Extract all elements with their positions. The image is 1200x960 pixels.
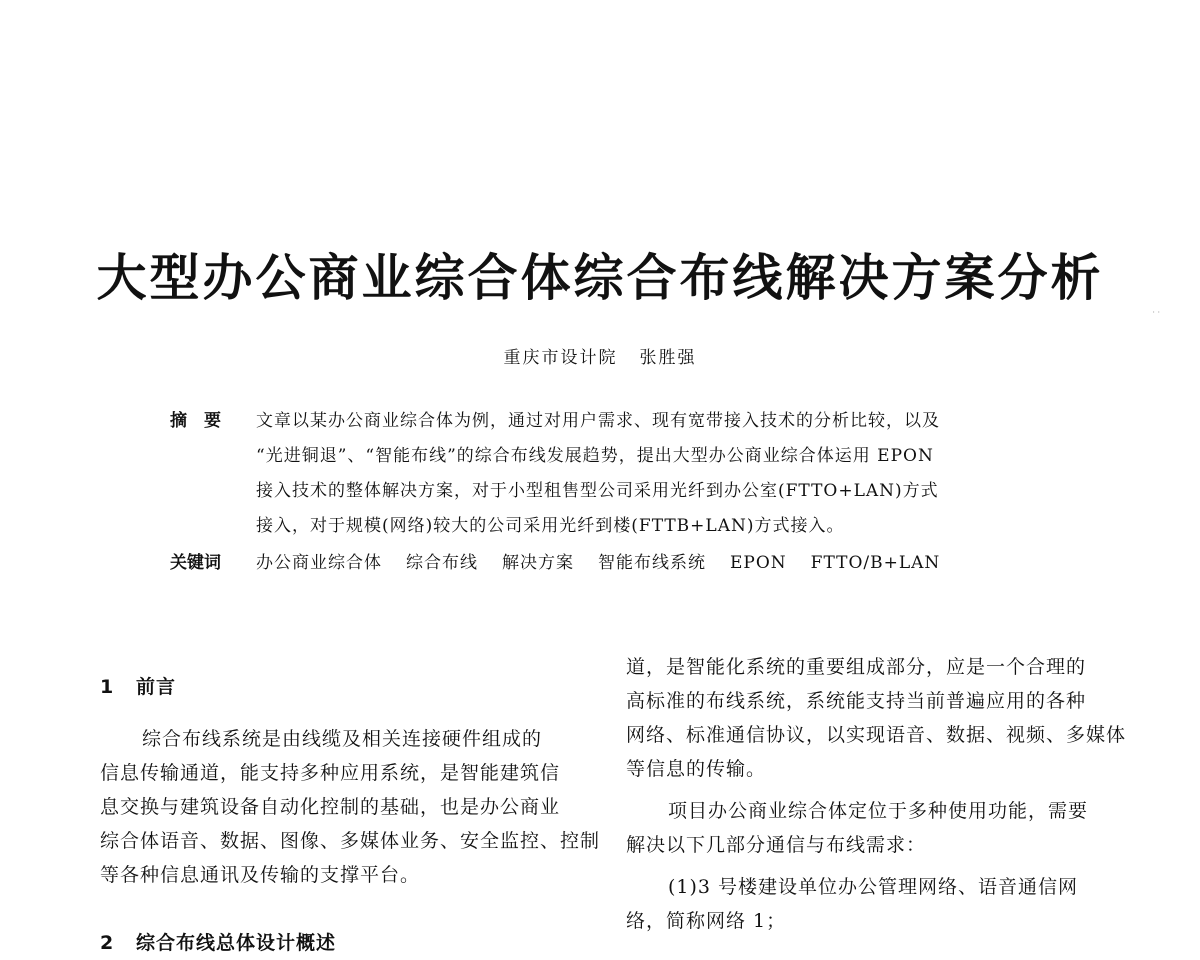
paragraph-network-1 [626,870,1111,938]
keywords-row [170,546,1060,581]
section-number: 1 [100,676,115,698]
abstract-block [170,404,1060,581]
scan-artifact: · · [1152,308,1160,317]
keyword: 综合布线 [406,553,478,573]
paragraph-requirements [626,794,1111,862]
paragraph-line: 道，是智能化系统的重要组成部分，应是一个合理的 [626,656,1087,678]
abstract-line: 接入技术的整体解决方案，对于小型租售型公司采用光纤到办公室(FTTO+LAN)方式 [256,481,939,501]
abstract-row [170,404,1060,544]
section-title: 综合布线总体设计概述 [136,932,337,954]
paragraph-line: 项目办公商业综合体定位于多种使用功能，需要 [668,800,1089,822]
author-line [0,345,1200,371]
keywords-label: 关键词 [170,553,221,573]
abstract-text [256,404,1060,544]
abstract-line: 文章以某办公商业综合体为例，通过对用户需求、现有宽带接入技术的分析比较，以及 [256,411,940,431]
paragraph-intro [100,722,601,892]
paragraph-line: 综合布线系统是由线缆及相关连接硬件组成的 [142,728,543,750]
author-affiliation: 重庆市设计院 [503,348,618,368]
paragraph-line: (1)3 号楼建设单位办公管理网络、语音通信网 [668,876,1079,898]
paper-title: 大型办公商业综合体综合布线解决方案分析 [96,249,1104,307]
section-number: 2 [100,932,115,954]
paragraph-line: 高标准的布线系统，系统能支持当前普遍应用的各种 [626,690,1087,712]
keyword: 智能布线系统 [598,553,706,573]
paragraph-line: 等各种信息通讯及传输的支撑平台。 [100,864,421,886]
paragraph-line: 息交换与建筑设备自动化控制的基础，也是办公商业 [100,796,561,818]
right-column [626,650,1127,938]
keywords-list [256,546,1060,581]
keyword: FTTO/B+LAN [810,553,941,573]
paragraph-line: 解决以下几部分通信与布线需求： [626,834,927,856]
keyword: 办公商业综合体 [256,553,382,573]
keyword: 解决方案 [502,553,574,573]
left-column [100,650,601,960]
section-heading-2 [100,926,585,960]
keyword: EPON [730,553,787,573]
section-title: 前言 [136,676,177,698]
section-heading-1 [100,670,585,704]
abstract-line: 接入，对于规模(网络)较大的公司采用光纤到楼(FTTB+LAN)方式接入。 [256,516,845,536]
paragraph-line: 等信息的传输。 [626,758,767,780]
paragraph-line: 络，简称网络 1； [626,910,787,932]
abstract-line: “光进铜退”、“智能布线”的综合布线发展趋势，提出大型办公商业综合体运用 EPON [256,446,934,466]
paragraph-line: 综合体语音、数据、图像、多媒体业务、安全监控、控制 [100,830,601,852]
abstract-label: 摘要 [170,411,238,431]
paragraph-line: 信息传输通道，能支持多种应用系统，是智能建筑信 [100,762,561,784]
author-name: 张胜强 [639,348,697,368]
paragraph-line: 网络、标准通信协议，以实现语音、数据、视频、多媒体 [626,724,1127,746]
paragraph-continued [626,650,1127,786]
